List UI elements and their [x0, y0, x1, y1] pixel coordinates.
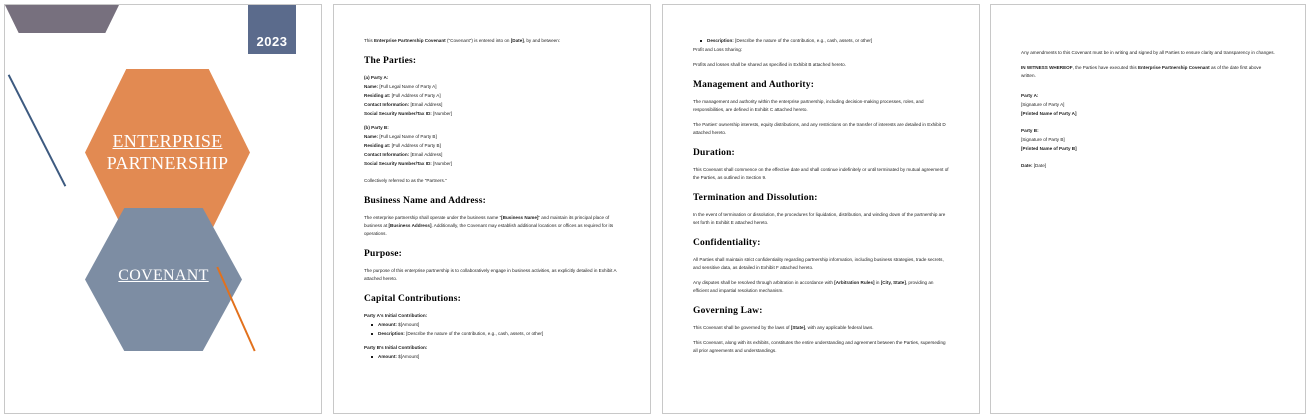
party-a-residing-label: Residing at:: [364, 93, 391, 98]
arbitration-post: , providing an efficient and impartial resolution mechanism.: [693, 280, 934, 293]
witness-post: as of the date first above written.: [1021, 65, 1262, 78]
hexagon-overlap-shape: [5, 5, 119, 33]
party-a-residing-row: [364, 92, 620, 100]
party-b-amount-value: $[Amount]: [396, 354, 420, 359]
party-b-contact-label: Contact Information:: [364, 152, 410, 157]
party-a-description-label: Description:: [378, 331, 405, 336]
list-item: [707, 37, 949, 45]
arbitration-rules-placeholder: [Arbitration Rules]: [834, 280, 875, 285]
governing-law-paragraph: [693, 324, 949, 332]
party-b-residing-label: Residing at:: [364, 143, 391, 148]
signature-party-b-heading: Party B:: [1021, 128, 1039, 133]
party-b-ssn-row: [364, 160, 620, 168]
cover-title-line-1: ENTERPRISE: [112, 131, 223, 151]
party-a-amount-value: $[Amount]: [396, 322, 420, 327]
signature-party-b-line: [Signature of Party B]: [1021, 137, 1065, 142]
party-a-label: (a) Party A:: [364, 75, 389, 80]
party-a-ssn-row: [364, 110, 620, 118]
party-a-contribution-list: [364, 321, 620, 338]
spacer-signature-b: [1021, 119, 1275, 127]
intro-covenant-name: Enterprise Partnership Covenant: [373, 38, 446, 43]
party-b-label: (b) Party B:: [364, 125, 389, 130]
purpose-paragraph: The purpose of this enterprise partnership is to collaboratively engage in business activities, as explicitly detailed in Exhibit A attached hereto.: [364, 268, 617, 281]
governing-post: , with any applicable federal laws.: [805, 325, 874, 330]
heading-business-name-address: Business Name and Address:: [364, 196, 486, 206]
witness-whereof-label: IN WITNESS WHEREOF: [1021, 65, 1073, 70]
entire-agreement-paragraph: This Covenant, along with its exhibits, constitutes the entire understanding and agreement between the Parties, superseding all prior agreements and understandings.: [693, 340, 946, 353]
intro-date-placeholder: [Date]: [510, 38, 524, 43]
party-b-contact-value: [Email Address]: [409, 152, 443, 157]
heading-purpose: Purpose:: [364, 249, 403, 259]
page-4-body: [991, 5, 1305, 181]
heading-capital-contributions: Capital Contributions:: [364, 294, 462, 304]
governing-pre: This Covenant shall be governed by the laws of: [693, 325, 791, 330]
party-a-contribution-heading: Party A's Initial Contribution:: [364, 313, 428, 318]
profit-loss-sharing-paragraph: Profits and losses shall be shared as specified in Exhibit B attached hereto.: [693, 62, 846, 67]
arbitration-mid: in: [874, 280, 881, 285]
party-b-description-label: Description:: [707, 38, 734, 43]
heading-termination-dissolution: Termination and Dissolution:: [693, 193, 818, 203]
heading-governing-law: Governing Law:: [693, 306, 763, 316]
party-b-ssn-label: Social Security Number/Tax ID:: [364, 161, 432, 166]
party-a-name-row: [364, 83, 620, 91]
signature-date-row: [1021, 162, 1275, 170]
signature-party-a-heading: Party A:: [1021, 93, 1039, 98]
page-3-body: [663, 5, 979, 372]
party-b-residing-value: [Full Address of Party B]: [390, 143, 441, 148]
cover-title-line-2: PARTNERSHIP: [106, 153, 229, 173]
document-page-1-cover[interactable]: [4, 4, 322, 414]
witness-paragraph: [1021, 64, 1275, 80]
business-address-placeholder: [Business Address]: [388, 223, 432, 228]
list-item: [378, 353, 620, 361]
party-b-name-label: Name:: [364, 134, 379, 139]
party-a-ssn-label: Social Security Number/Tax ID:: [364, 111, 432, 116]
arbitration-paragraph: [693, 279, 949, 295]
hexagon-stack: [5, 5, 321, 413]
party-a-contact-row: [364, 101, 620, 109]
business-post: . Additionally, the Covenant may establish additional locations or offices as required for its operations.: [364, 223, 614, 236]
document-page-3[interactable]: [662, 4, 980, 414]
spacer-date: [1021, 154, 1275, 162]
cover-title: [85, 130, 250, 174]
intro-pre: This: [364, 38, 374, 43]
printed-name-party-b-line: [Printed Name of Party B]: [1021, 146, 1077, 151]
signature-date-value: [Date]: [1032, 163, 1047, 168]
party-a-description-value: [Describe the nature of the contribution, e.g., cash, assets, or other]: [404, 331, 544, 336]
cover-artwork: [5, 5, 321, 413]
spacer-collectively: [364, 169, 620, 177]
party-b-ssn-value: [Number]: [431, 161, 452, 166]
party-a-contact-value: [Email Address]: [409, 102, 443, 107]
party-b-name-value: [Full Legal Name of Party B]: [378, 134, 437, 139]
management-paragraph-1: The management and authority within the enterprise partnership, including decision-making processes, roles, and responsibilities, are defined in Exhibit C attached hereto.: [693, 99, 924, 112]
list-item: [378, 330, 620, 338]
intro-post: , by and between:: [523, 38, 561, 43]
business-name-placeholder: [Business Name]: [501, 215, 539, 220]
intro-paragraph: [364, 37, 620, 45]
heading-management-authority: Management and Authority:: [693, 80, 815, 90]
arbitration-pre: Any disputes shall be resolved through arbitration in accordance with: [693, 280, 835, 285]
party-b-contribution-list: [364, 353, 620, 361]
party-a-residing-value: [Full Address of Party A]: [390, 93, 441, 98]
document-page-4[interactable]: [990, 4, 1306, 414]
witness-mid: , the Parties have executed this: [1072, 65, 1138, 70]
governing-state-placeholder: [State]: [790, 325, 806, 330]
signature-party-a-line: [Signature of Party A]: [1021, 102, 1065, 107]
confidentiality-paragraph: All Parties shall maintain strict confidentiality regarding partnership information, including business strategies, trade secrets, and sensitive data, as detailed in Exhibit F attached hereto.: [693, 257, 944, 270]
management-paragraph-2: The Parties' ownership interests, equity distributions, and any restrictions on the transfer of interests are detailed in Exhibit D attached hereto.: [693, 122, 946, 135]
party-a-name-value: [Full Legal Name of Party A]: [378, 84, 437, 89]
business-paragraph: [364, 214, 620, 238]
party-a-name-label: Name:: [364, 84, 379, 89]
list-item: [378, 321, 620, 329]
duration-paragraph: This Covenant shall commence on the effective date and shall continue indefinitely or until terminated by mutual agreement of the Parties, as outlined in Section 9.: [693, 167, 949, 180]
arbitration-city-state-placeholder: [City, State]: [880, 280, 906, 285]
heading-the-parties: The Parties:: [364, 56, 417, 66]
cover-subtitle: COVENANT: [118, 267, 209, 284]
collectively-paragraph: Collectively referred to as the "Partners.": [364, 178, 447, 183]
party-a-amount-label: Amount:: [378, 322, 397, 327]
amendments-paragraph: Any amendments to this Covenant must be in writing and signed by all Parties to ensure clarity and transparency in changes.: [1021, 50, 1275, 55]
party-a-ssn-value: [Number]: [431, 111, 452, 116]
page-2-body: [334, 5, 650, 372]
business-mid: ” and maintain its principal place of business at: [364, 215, 610, 228]
heading-duration: Duration:: [693, 148, 735, 158]
witness-covenant-name: Enterprise Partnership Covenant: [1137, 65, 1210, 70]
document-page-2[interactable]: [333, 4, 651, 414]
business-pre: The enterprise partnership shall operate under the business name “: [364, 215, 502, 220]
printed-name-party-a-line: [Printed Name of Party A]: [1021, 111, 1077, 116]
intro-mid: ("Covenant") is entered into on: [445, 38, 511, 43]
party-b-contribution-list-continued: [693, 37, 949, 45]
party-b-amount-label: Amount:: [378, 354, 397, 359]
party-b-contribution-heading: Party B's Initial Contribution:: [364, 345, 428, 350]
year-badge-label: 2023: [256, 34, 288, 49]
party-b-residing-row: [364, 142, 620, 150]
signature-date-label: Date:: [1021, 163, 1033, 168]
party-b-description-value: [Describe the nature of the contribution, e.g., cash, assets, or other]: [733, 38, 873, 43]
party-a-contact-label: Contact Information:: [364, 102, 410, 107]
profit-loss-sharing-heading: Profit and Loss Sharing:: [693, 47, 743, 52]
termination-paragraph: In the event of termination or dissolution, the procedures for liquidation, distribution, and winding down of the partnership are set forth in Exhibit E attached hereto.: [693, 212, 946, 225]
party-b-contact-row: [364, 151, 620, 159]
heading-confidentiality: Confidentiality:: [693, 238, 761, 248]
party-b-name-row: [364, 133, 620, 141]
